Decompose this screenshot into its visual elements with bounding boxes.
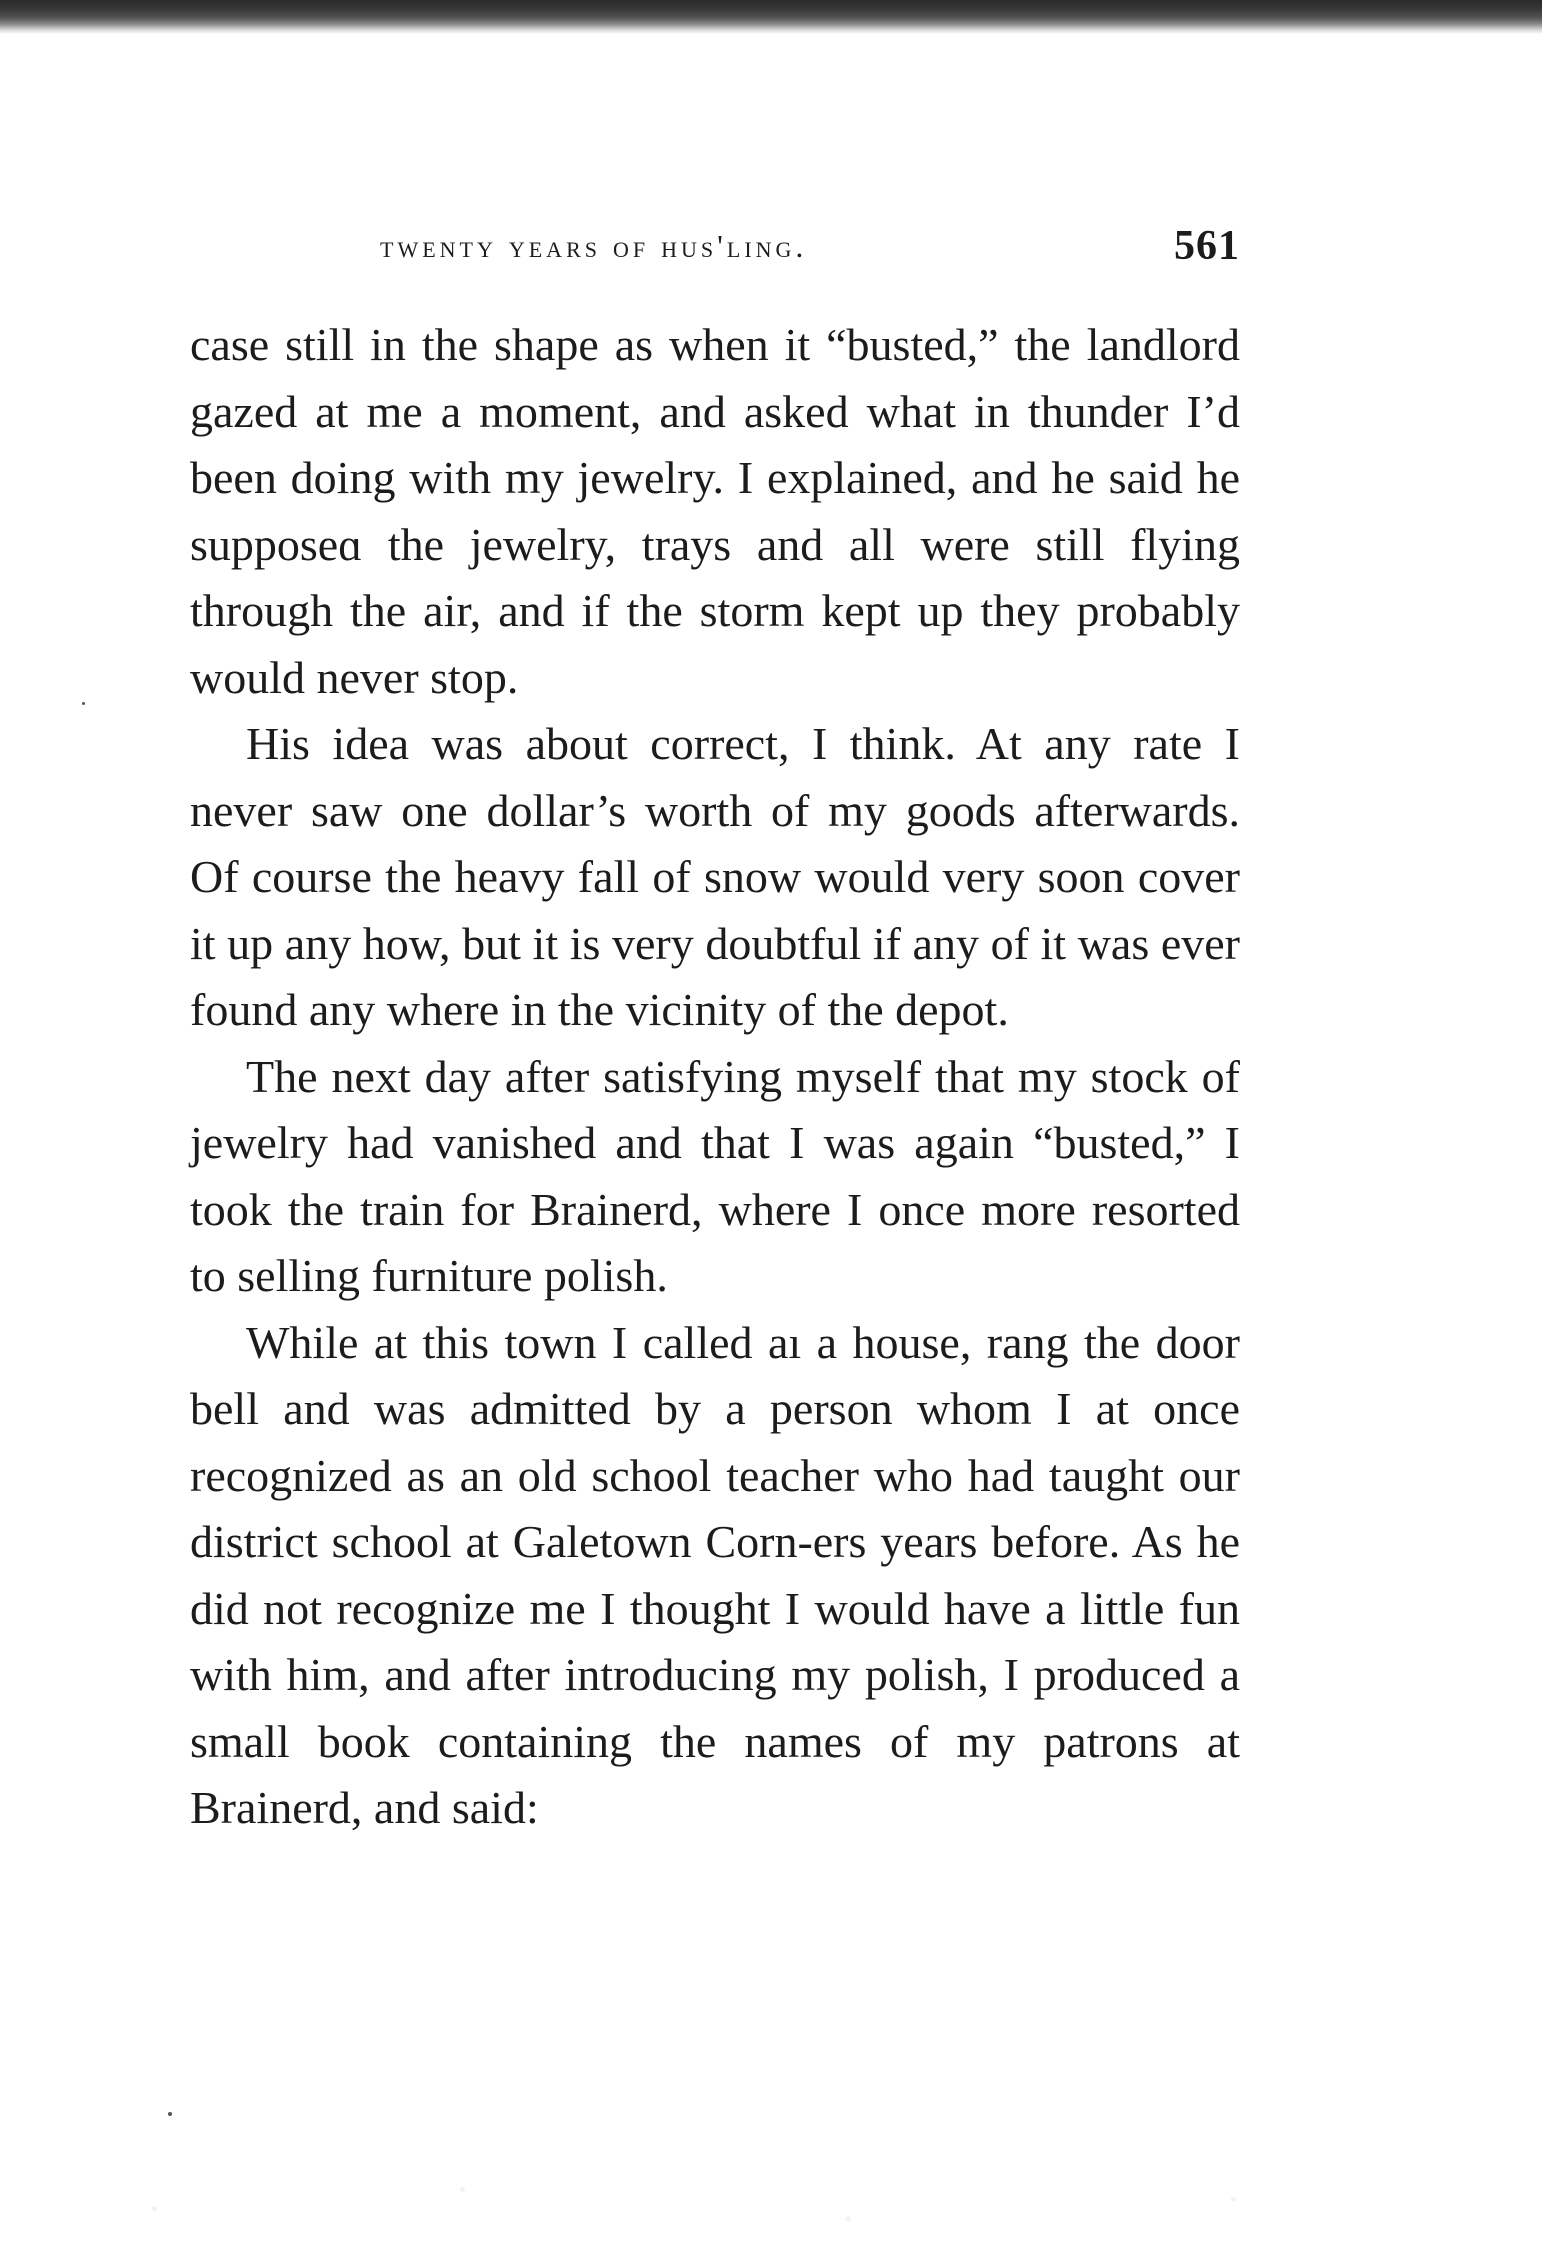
paragraph: The next day after satisfying myself that my stock of jewelry had vanished and that I was again “busted,” I took the train for Brainerd, where I once more resorted to selling furniture polish.	[190, 1050, 1240, 1301]
ink-speck	[82, 702, 85, 705]
ink-speck	[168, 2112, 172, 2116]
page-number: 561	[1174, 223, 1240, 269]
paragraph: His idea was about correct, I think. At any rate I never saw one dollar’s worth of my goods afterwards. Of course the heavy fall of snow would very soon cover it up any how, but it is very doubtful if any of it was ever found any where in the vicinity of the depot.	[190, 718, 1240, 1035]
page-header	[380, 222, 1240, 282]
paragraph: case still in the shape as when it “busted,” the landlord gazed at me a moment, and asked what in thunder I’d been doing with my jewelry. I explained, and he said he supposeɑ the jewelry, trays and all were still flying through the air, and if the storm kept up they probably would never stop.	[190, 319, 1240, 703]
paragraph: While at this town I called aı a house, rang the door bell and was admitted by a person whom I at once recognized as an old school teacher who had taught our district school at Galetown Corn-ers years before. As he did not recognize me I thought I would have a little fun with him, and after introducing my polish, I produced a small book containing the names of my patrons at Brainerd, and said:	[190, 1316, 1240, 1833]
paper-texture	[0, 2150, 1542, 2248]
top-edge-rule	[0, 0, 1542, 34]
running-title: twenty years of hus'ling.	[380, 228, 808, 264]
body-text	[190, 312, 1240, 1842]
